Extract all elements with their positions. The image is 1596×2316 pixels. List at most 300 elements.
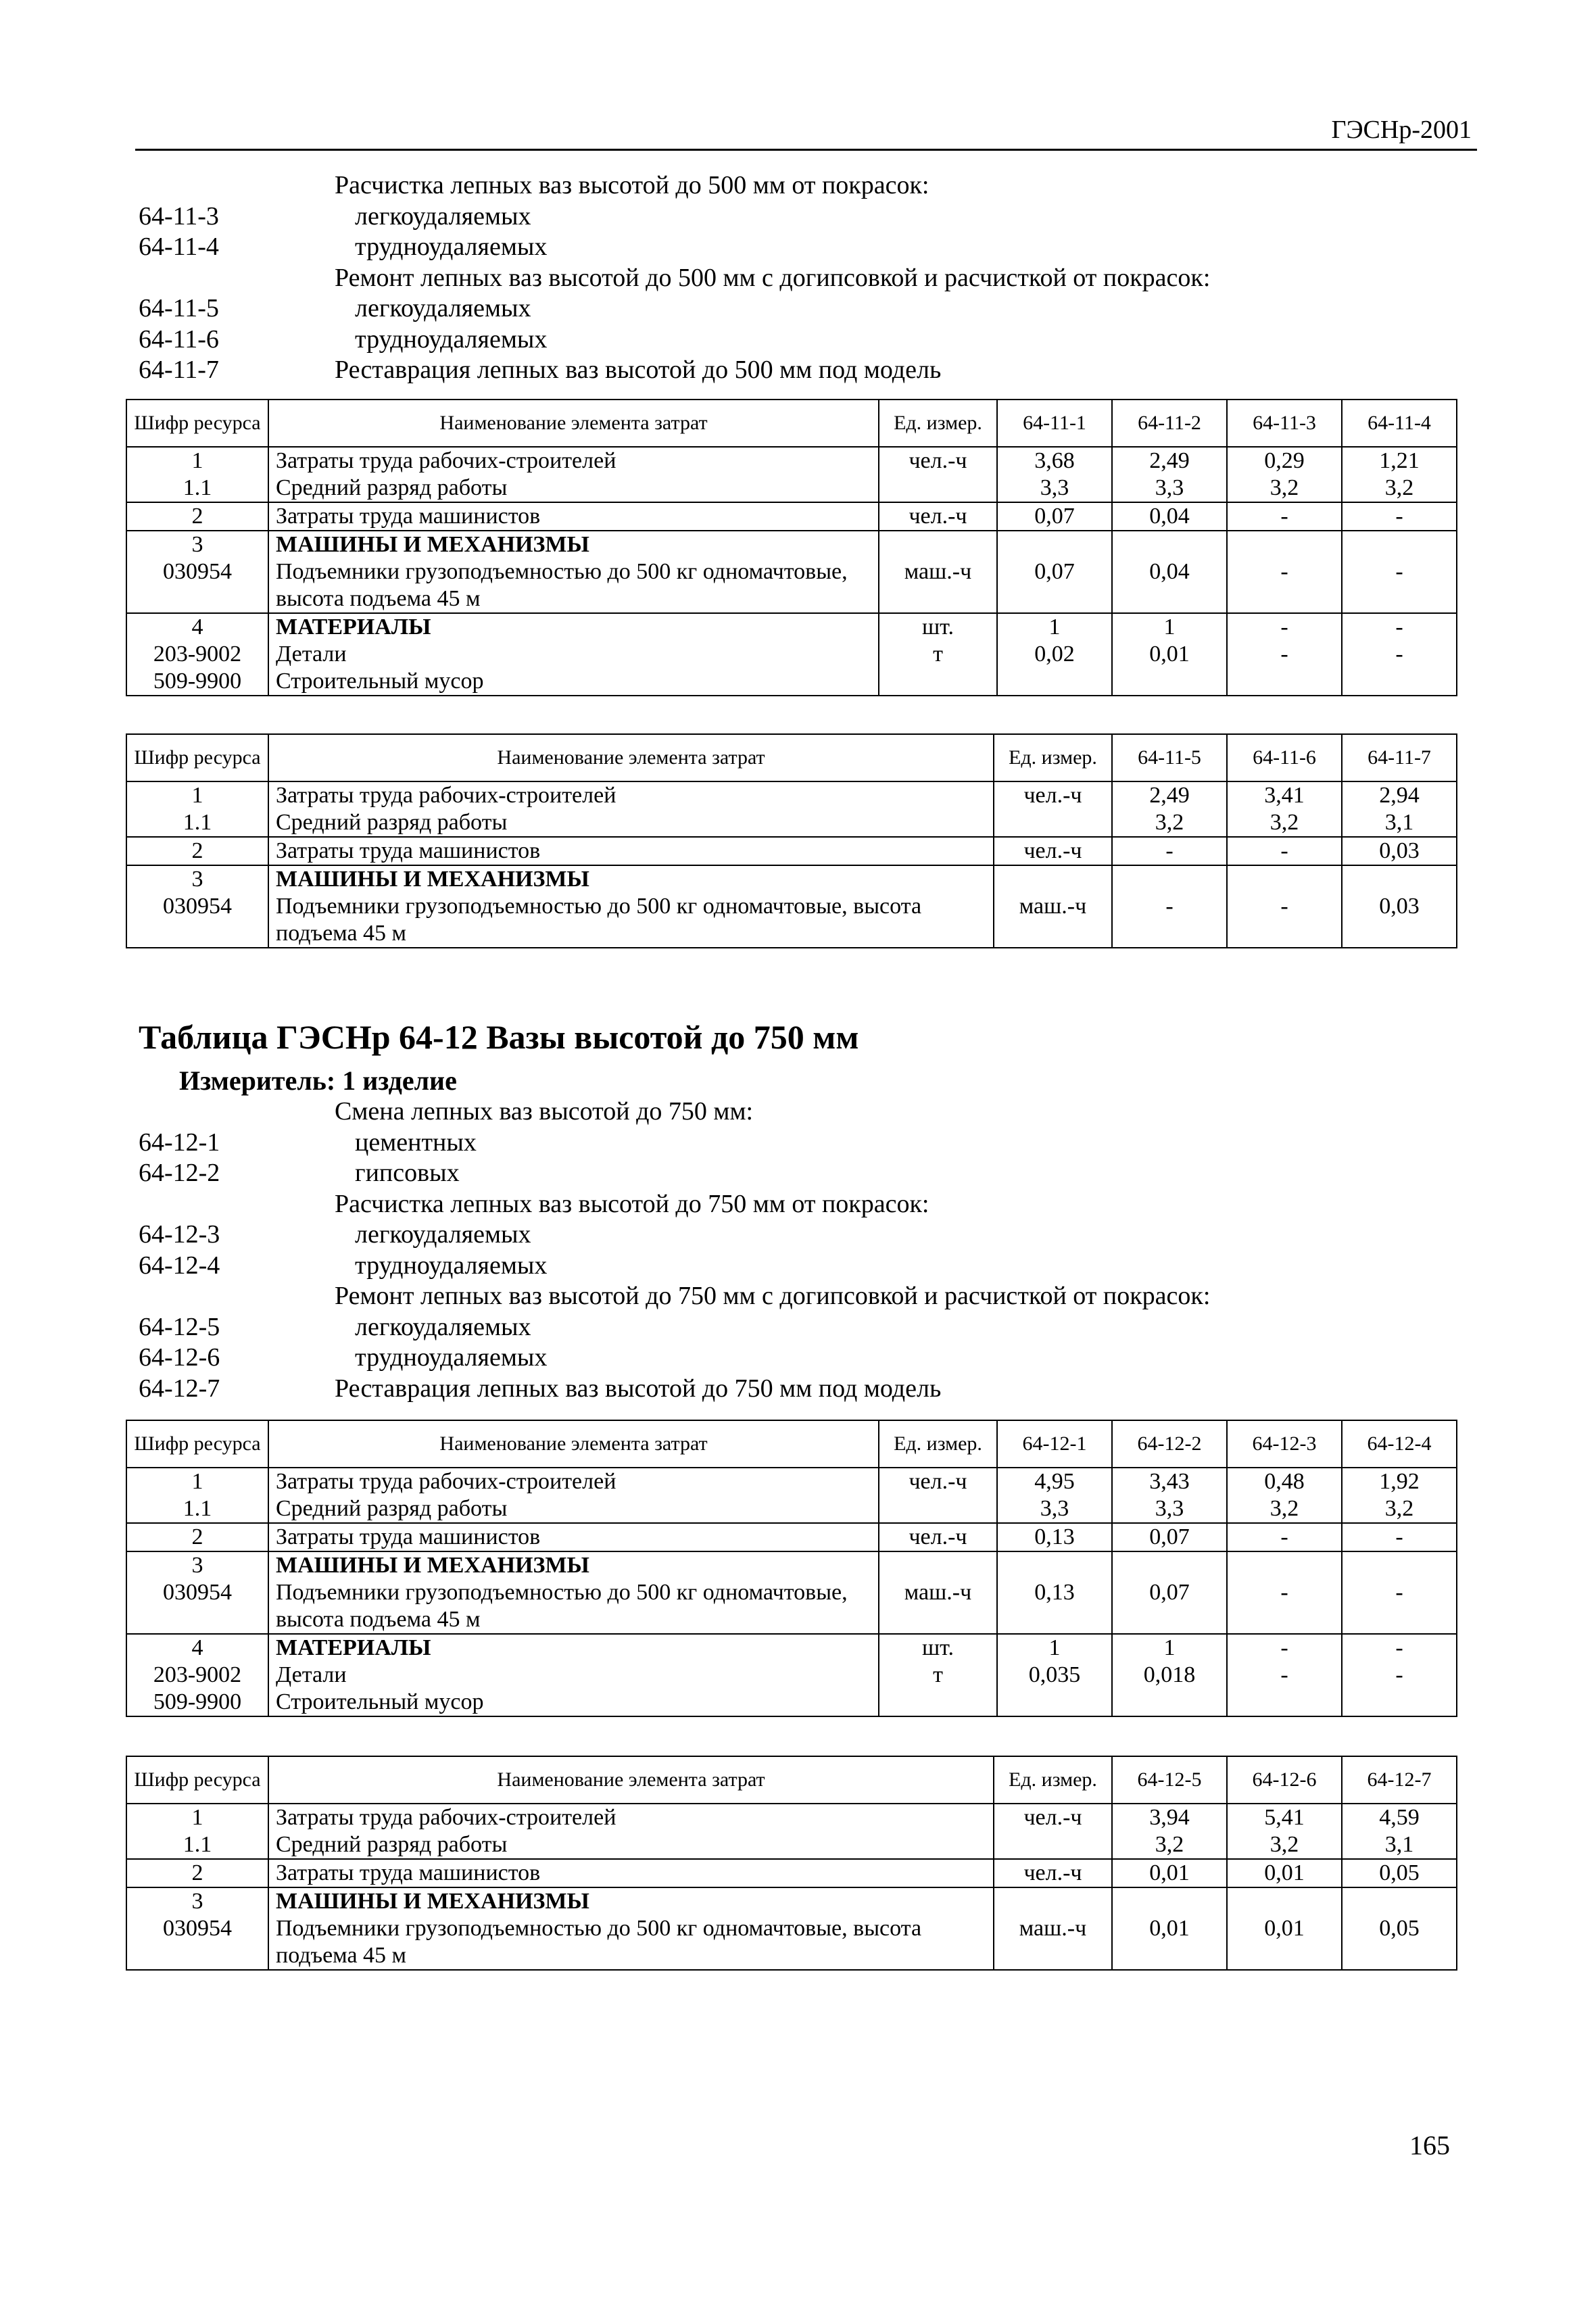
value-cell <box>1227 837 1342 865</box>
value-cell-line: 0,018 <box>1143 1662 1196 1687</box>
value-cell-line: 3,2 <box>1269 1832 1299 1857</box>
resource-code-line: 509-9900 <box>153 669 242 694</box>
value-cell <box>1342 502 1457 531</box>
resource-code-line: 1.1 <box>183 1832 212 1857</box>
unit-cell <box>994 1887 1112 1970</box>
value-cell-line: 3,3 <box>1155 475 1184 500</box>
value-cell <box>1342 613 1457 696</box>
resource-code <box>126 1634 268 1716</box>
list-item <box>139 1343 1480 1374</box>
header-cost-element: Наименование элемента затрат <box>268 1420 879 1468</box>
cost-element-name <box>268 531 879 613</box>
cost-element-name <box>268 1468 879 1523</box>
value-cell-line: 1 <box>1163 1635 1176 1660</box>
value-cell-line: 0,02 <box>1034 642 1075 667</box>
cost-element-name-line: Подъемники грузоподъемностью до 500 кг одномачтовые, высота подъема 45 м <box>276 1580 848 1632</box>
value-cell <box>1342 865 1457 948</box>
norm-code: 64-12-3 <box>139 1220 220 1249</box>
resource-code <box>126 531 268 613</box>
table-row <box>126 1887 1457 1970</box>
resource-code <box>126 1468 268 1523</box>
cost-element-name-line: МАШИНЫ И МЕХАНИЗМЫ <box>276 1889 589 1914</box>
value-cell <box>1227 1859 1342 1887</box>
table-row <box>126 1859 1457 1887</box>
list-item <box>139 1128 1480 1159</box>
value-cell-line: 0,13 <box>1034 1524 1075 1549</box>
table-row <box>126 865 1457 948</box>
list-item <box>139 1220 1480 1251</box>
header-norm-code: 64-11-5 <box>1112 734 1227 781</box>
resource-code-line: 3 <box>191 1553 203 1578</box>
value-cell-line: 3,2 <box>1269 810 1299 835</box>
header-norm-code: 64-12-6 <box>1227 1756 1342 1804</box>
norm-description: трудноудаляемых <box>355 324 548 354</box>
header-norm-code: 64-11-6 <box>1227 734 1342 781</box>
resource-code-line: 1 <box>191 448 203 473</box>
cost-element-name-line: Затраты труда рабочих-строителей <box>276 448 616 473</box>
norm-description: Ремонт лепных ваз высотой до 500 мм с догипсовкой и расчисткой от покрасок: <box>335 263 1211 292</box>
value-cell-line: - <box>1280 1635 1288 1660</box>
value-cell-line: 3,1 <box>1384 810 1414 835</box>
cost-element-name <box>268 447 879 502</box>
header-resource-code: Шифр ресурса <box>126 1420 268 1468</box>
unit-cell <box>994 865 1112 948</box>
page-header <box>135 114 1477 151</box>
value-cell <box>1112 447 1227 502</box>
value-cell <box>997 1551 1112 1634</box>
cost-element-name <box>268 1887 994 1970</box>
cost-element-name-line: Затраты труда машинистов <box>276 838 541 863</box>
list-item <box>139 1374 1480 1405</box>
unit-cell-line: шт. <box>922 1635 954 1660</box>
value-cell-line: 4,59 <box>1379 1805 1420 1830</box>
value-cell-line: 0,01 <box>1264 1860 1305 1885</box>
resource-table-64-12-5-7 <box>126 1756 1457 1971</box>
resource-code <box>126 837 268 865</box>
resource-code <box>126 502 268 531</box>
cost-element-name-line: МАШИНЫ И МЕХАНИЗМЫ <box>276 532 589 557</box>
value-cell-line: 3,2 <box>1269 1496 1299 1521</box>
table-row <box>126 502 1457 531</box>
value-cell-line: 3,2 <box>1269 475 1299 500</box>
cost-element-name-line: Детали <box>276 1662 347 1687</box>
value-cell-line: 0,29 <box>1264 448 1305 473</box>
cost-element-name-line: Затраты труда машинистов <box>276 1860 541 1885</box>
norm-code: 64-11-7 <box>139 356 219 384</box>
norm-description: Расчистка лепных ваз высотой до 500 мм от покрасок: <box>335 171 929 199</box>
table-row <box>126 837 1457 865</box>
value-cell-line: - <box>1280 894 1288 919</box>
list-item <box>139 263 1480 294</box>
resource-code-line: 509-9900 <box>153 1689 242 1714</box>
cost-element-name-line: Строительный мусор <box>276 1689 484 1714</box>
unit-cell <box>879 1634 997 1716</box>
header-norm-code: 64-12-2 <box>1112 1420 1227 1468</box>
value-cell <box>1227 531 1342 613</box>
table-row <box>126 447 1457 502</box>
norm-code: 64-11-4 <box>139 233 219 261</box>
header-unit: Ед. измер. <box>994 1756 1112 1804</box>
value-cell <box>997 1468 1112 1523</box>
norm-description: гипсовых <box>355 1159 460 1187</box>
unit-cell <box>879 1551 997 1634</box>
resource-code <box>126 781 268 837</box>
value-cell <box>1112 502 1227 531</box>
header-norm-code: 64-12-3 <box>1227 1420 1342 1468</box>
table-row <box>126 781 1457 837</box>
norm-description: цементных <box>355 1128 477 1157</box>
cost-element-name-line: МАШИНЫ И МЕХАНИЗМЫ <box>276 1553 589 1578</box>
unit-cell-line: т <box>933 642 943 667</box>
header-unit: Ед. измер. <box>879 400 997 447</box>
value-cell-line: 0,01 <box>1149 642 1190 667</box>
value-cell-line: 0,07 <box>1149 1580 1190 1605</box>
value-cell-line: - <box>1280 1580 1288 1605</box>
table-row <box>126 1468 1457 1523</box>
norm-description: Ремонт лепных ваз высотой до 750 мм с догипсовкой и расчисткой от покрасок: <box>335 1282 1211 1310</box>
value-cell <box>1227 1887 1342 1970</box>
cost-element-name-line: МАТЕРИАЛЫ <box>276 1635 431 1660</box>
value-cell-line: 0,04 <box>1149 504 1190 529</box>
cost-element-name <box>268 1551 879 1634</box>
header-cost-element: Наименование элемента затрат <box>268 400 879 447</box>
resource-code-line: 1 <box>191 1805 203 1830</box>
table-header-row <box>126 400 1457 447</box>
table-header-row <box>126 1756 1457 1804</box>
value-cell-line: 0,01 <box>1149 1916 1190 1941</box>
norm-list-64-12 <box>139 1096 1480 1404</box>
value-cell-line: 0,07 <box>1149 1524 1190 1549</box>
cost-element-name-line: Строительный мусор <box>276 669 484 694</box>
value-cell-line: 2,49 <box>1149 448 1190 473</box>
resource-code-line: 203-9002 <box>153 642 242 667</box>
unit-cell-line: чел.-ч <box>1023 838 1082 863</box>
header-resource-code: Шифр ресурса <box>126 734 268 781</box>
resource-code-line: 1 <box>191 1469 203 1494</box>
value-cell-line: - <box>1280 1662 1288 1687</box>
cost-element-name-line: Подъемники грузоподъемностью до 500 кг одномачтовые, высота подъема 45 м <box>276 559 848 611</box>
value-cell <box>1112 1523 1227 1551</box>
unit-cell-line: чел.-ч <box>909 504 967 529</box>
header-cost-element: Наименование элемента затрат <box>268 1756 994 1804</box>
value-cell <box>1227 1804 1342 1859</box>
value-cell <box>997 502 1112 531</box>
resource-table-64-12-1-4 <box>126 1420 1457 1717</box>
value-cell-line: - <box>1395 1580 1403 1605</box>
cost-element-name-line: Подъемники грузоподъемностью до 500 кг одномачтовые, высота подъема 45 м <box>276 894 922 946</box>
value-cell-line: 0,01 <box>1149 1860 1190 1885</box>
unit-cell-line: чел.-ч <box>1023 1805 1082 1830</box>
cost-element-name-line: Детали <box>276 642 347 667</box>
value-cell-line: 0,035 <box>1028 1662 1081 1687</box>
norm-code: 64-11-3 <box>139 201 219 231</box>
value-cell <box>1112 531 1227 613</box>
header-resource-code: Шифр ресурса <box>126 1756 268 1804</box>
value-cell-line: 1 <box>1048 614 1061 640</box>
resource-code-line: 030954 <box>163 1916 232 1941</box>
list-item <box>139 1158 1480 1189</box>
table-row <box>126 613 1457 696</box>
unit-cell-line: т <box>933 1662 943 1687</box>
cost-element-name-line: МАШИНЫ И МЕХАНИЗМЫ <box>276 867 589 892</box>
norm-code: 64-12-2 <box>139 1159 220 1187</box>
unit-cell-line: маш.-ч <box>1019 894 1087 919</box>
norm-description: легкоудаляемых <box>355 1312 531 1341</box>
header-norm-code: 64-12-1 <box>997 1420 1112 1468</box>
value-cell-line: 1 <box>1048 1635 1061 1660</box>
doc-code: ГЭСНр-2001 <box>1331 116 1472 144</box>
value-cell-line: 0,03 <box>1379 894 1420 919</box>
cost-element-name <box>268 1634 879 1716</box>
value-cell-line: - <box>1395 614 1403 640</box>
unit-cell-line: шт. <box>922 614 954 640</box>
resource-code-line: 3 <box>191 532 203 557</box>
header-norm-code: 64-11-1 <box>997 400 1112 447</box>
value-cell <box>1112 1551 1227 1634</box>
resource-code-line: 203-9002 <box>153 1662 242 1687</box>
value-cell-line: 5,41 <box>1264 1805 1305 1830</box>
cost-element-name-line: Средний разряд работы <box>276 1832 508 1857</box>
resource-code-line: 1.1 <box>183 1496 212 1521</box>
value-cell-line: - <box>1395 1662 1403 1687</box>
value-cell-line: 3,43 <box>1149 1469 1190 1494</box>
value-cell <box>997 1634 1112 1716</box>
value-cell-line: 0,05 <box>1379 1860 1420 1885</box>
resource-code-line: 3 <box>191 1889 203 1914</box>
list-item <box>139 1281 1480 1312</box>
value-cell-line: 3,2 <box>1155 1832 1184 1857</box>
norm-description: Расчистка лепных ваз высотой до 750 мм от покрасок: <box>335 1189 929 1218</box>
value-cell <box>1112 837 1227 865</box>
resource-code-line: 030954 <box>163 1580 232 1605</box>
value-cell <box>1227 1634 1342 1716</box>
norm-description: легкоудаляемых <box>355 201 531 231</box>
value-cell-line: - <box>1395 504 1403 529</box>
value-cell-line: 3,94 <box>1149 1805 1190 1830</box>
value-cell <box>1342 1468 1457 1523</box>
cost-element-name-line: Средний разряд работы <box>276 1496 508 1521</box>
section-title: Таблица ГЭСНр 64-12 Вазы высотой до 750 мм <box>139 1018 859 1056</box>
unit-cell <box>879 1523 997 1551</box>
cost-element-name <box>268 781 994 837</box>
cost-element-name-line: Затраты труда машинистов <box>276 504 541 529</box>
unit-cell-line: маш.-ч <box>1019 1916 1087 1941</box>
value-cell-line: 3,2 <box>1384 475 1414 500</box>
norm-description: Реставрация лепных ваз высотой до 500 мм под модель <box>335 356 942 384</box>
value-cell-line: 0,05 <box>1379 1916 1420 1941</box>
header-norm-code: 64-12-7 <box>1342 1756 1457 1804</box>
unit-cell-line: чел.-ч <box>1023 783 1082 808</box>
header-cost-element: Наименование элемента затрат <box>268 734 994 781</box>
header-norm-code: 64-11-2 <box>1112 400 1227 447</box>
value-cell-line: 3,3 <box>1040 475 1069 500</box>
unit-cell-line: чел.-ч <box>909 448 967 473</box>
list-item <box>139 170 1480 201</box>
list-item <box>139 1189 1480 1220</box>
cost-element-name-line: Затраты труда рабочих-строителей <box>276 783 616 808</box>
header-norm-code: 64-11-7 <box>1342 734 1457 781</box>
cost-element-name-line: Затраты труда машинистов <box>276 1524 541 1549</box>
resource-code-line: 1.1 <box>183 475 212 500</box>
unit-cell <box>994 1859 1112 1887</box>
norm-description: трудноудаляемых <box>355 233 548 261</box>
norm-code: 64-12-5 <box>139 1312 220 1341</box>
value-cell-line: - <box>1395 1524 1403 1549</box>
value-cell <box>1112 1804 1227 1859</box>
value-cell-line: 0,04 <box>1149 559 1190 584</box>
header-unit: Ед. измер. <box>994 734 1112 781</box>
resource-code-line: 4 <box>191 614 203 640</box>
value-cell-line: 3,2 <box>1155 810 1184 835</box>
norm-description: легкоудаляемых <box>355 294 531 322</box>
norm-code: 64-12-7 <box>139 1374 220 1403</box>
list-item <box>139 1096 1480 1128</box>
value-cell <box>1227 613 1342 696</box>
cost-element-name <box>268 865 994 948</box>
norm-code: 64-12-1 <box>139 1128 220 1157</box>
cost-element-name <box>268 1804 994 1859</box>
table-row <box>126 531 1457 613</box>
value-cell-line: 1 <box>1163 614 1176 640</box>
value-cell <box>1227 865 1342 948</box>
value-cell <box>1342 1887 1457 1970</box>
value-cell-line: - <box>1395 559 1403 584</box>
header-resource-code: Шифр ресурса <box>126 400 268 447</box>
value-cell-line: 2,49 <box>1149 783 1190 808</box>
value-cell-line: 1,92 <box>1379 1469 1420 1494</box>
value-cell-line: 2,94 <box>1379 783 1420 808</box>
unit-cell-line: чел.-ч <box>1023 1860 1082 1885</box>
norm-description: Смена лепных ваз высотой до 750 мм: <box>335 1097 754 1126</box>
resource-code-line: 1.1 <box>183 810 212 835</box>
value-cell-line: 4,95 <box>1034 1469 1075 1494</box>
resource-code-line: 2 <box>191 1524 203 1549</box>
value-cell <box>1227 781 1342 837</box>
value-cell-line: 3,2 <box>1384 1496 1414 1521</box>
value-cell <box>1342 1551 1457 1634</box>
unit-cell-line: чел.-ч <box>909 1469 967 1494</box>
norm-description: легкоудаляемых <box>355 1220 531 1249</box>
value-cell-line: - <box>1280 838 1288 863</box>
list-item <box>139 355 1480 386</box>
value-cell-line: - <box>1280 504 1288 529</box>
resource-code-line: 2 <box>191 1860 203 1885</box>
cost-element-name <box>268 613 879 696</box>
value-cell-line: 0,03 <box>1379 838 1420 863</box>
resource-code-line: 1 <box>191 783 203 808</box>
resource-code-line: 3 <box>191 867 203 892</box>
header-norm-code: 64-12-4 <box>1342 1420 1457 1468</box>
value-cell <box>1112 865 1227 948</box>
cost-element-name-line: МАТЕРИАЛЫ <box>276 614 431 640</box>
value-cell-line: 0,07 <box>1034 504 1075 529</box>
cost-element-name-line: Затраты труда рабочих-строителей <box>276 1469 616 1494</box>
list-item <box>139 232 1480 263</box>
value-cell-line: 3,3 <box>1155 1496 1184 1521</box>
value-cell <box>1227 1523 1342 1551</box>
value-cell-line: 0,13 <box>1034 1580 1075 1605</box>
value-cell <box>1227 1551 1342 1634</box>
norm-description: трудноудаляемых <box>355 1343 548 1372</box>
unit-cell-line: маш.-ч <box>904 559 972 584</box>
unit-cell <box>879 613 997 696</box>
value-cell <box>997 613 1112 696</box>
value-cell <box>1112 1634 1227 1716</box>
value-cell-line: - <box>1395 642 1403 667</box>
value-cell-line: 3,41 <box>1264 783 1305 808</box>
list-item <box>139 324 1480 356</box>
value-cell-line: - <box>1395 1635 1403 1660</box>
resource-code <box>126 865 268 948</box>
value-cell <box>1112 1887 1227 1970</box>
value-cell <box>1112 1468 1227 1523</box>
table-row <box>126 1634 1457 1716</box>
value-cell <box>1227 502 1342 531</box>
value-cell-line: - <box>1280 1524 1288 1549</box>
value-cell-line: - <box>1280 559 1288 584</box>
list-item <box>139 201 1480 233</box>
value-cell <box>1342 447 1457 502</box>
value-cell-line: 0,48 <box>1264 1469 1305 1494</box>
norm-code: 64-12-4 <box>139 1251 220 1280</box>
cost-element-name-line: Средний разряд работы <box>276 475 508 500</box>
table-row <box>126 1523 1457 1551</box>
norm-description: трудноудаляемых <box>355 1251 548 1280</box>
value-cell-line: - <box>1280 614 1288 640</box>
unit-cell-line: маш.-ч <box>904 1580 972 1605</box>
norm-description: Реставрация лепных ваз высотой до 750 мм под модель <box>335 1374 942 1403</box>
cost-element-name-line: Затраты труда рабочих-строителей <box>276 1805 616 1830</box>
section-measure: Измеритель: 1 изделие <box>179 1065 457 1096</box>
value-cell-line: 3,3 <box>1040 1496 1069 1521</box>
table-row <box>126 1551 1457 1634</box>
unit-cell <box>994 781 1112 837</box>
list-item <box>139 293 1480 324</box>
cost-element-name <box>268 1859 994 1887</box>
value-cell <box>997 1523 1112 1551</box>
resource-code-line: 4 <box>191 1635 203 1660</box>
value-cell <box>1342 1859 1457 1887</box>
value-cell <box>1342 531 1457 613</box>
unit-cell <box>879 531 997 613</box>
value-cell-line: 3,68 <box>1034 448 1075 473</box>
cost-element-name-line: Подъемники грузоподъемностью до 500 кг одномачтовые, высота подъема 45 м <box>276 1916 922 1968</box>
norm-code: 64-11-5 <box>139 294 219 322</box>
list-item <box>139 1312 1480 1343</box>
value-cell-line: - <box>1165 838 1174 863</box>
resource-code <box>126 1887 268 1970</box>
value-cell <box>997 447 1112 502</box>
value-cell <box>1342 1634 1457 1716</box>
unit-cell <box>879 1468 997 1523</box>
cost-element-name <box>268 837 994 865</box>
value-cell-line: 3,1 <box>1384 1832 1414 1857</box>
value-cell-line: 1,21 <box>1379 448 1420 473</box>
table-header-row <box>126 1420 1457 1468</box>
header-norm-code: 64-12-5 <box>1112 1756 1227 1804</box>
unit-cell <box>879 447 997 502</box>
cost-element-name <box>268 502 879 531</box>
list-item <box>139 1251 1480 1282</box>
resource-code <box>126 1551 268 1634</box>
resource-code-line: 030954 <box>163 559 232 584</box>
norm-code: 64-11-6 <box>139 324 219 354</box>
resource-code-line: 2 <box>191 504 203 529</box>
cost-element-name <box>268 1523 879 1551</box>
resource-table-64-11-1-4 <box>126 399 1457 696</box>
resource-code <box>126 447 268 502</box>
unit-cell <box>879 502 997 531</box>
